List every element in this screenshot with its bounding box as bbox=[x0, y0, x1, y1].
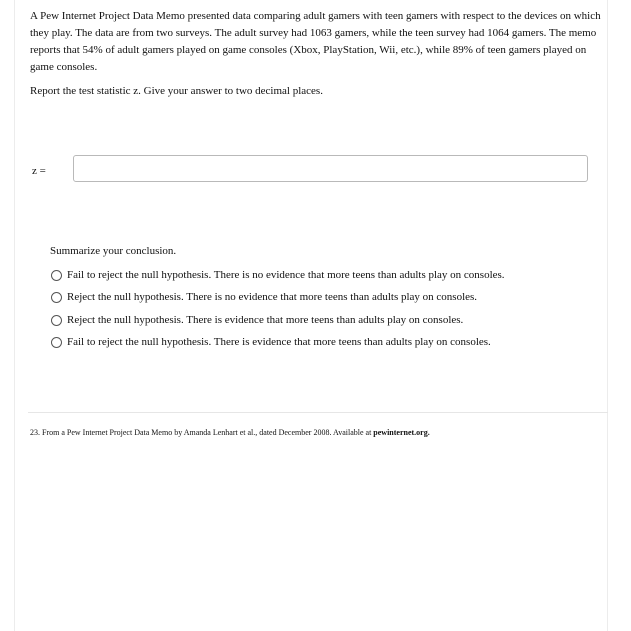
radio-unchecked-icon[interactable] bbox=[51, 270, 62, 281]
conclusion-option-2[interactable] bbox=[51, 287, 505, 310]
footnote bbox=[30, 427, 430, 439]
content-left-edge bbox=[14, 0, 15, 631]
radio-unchecked-icon[interactable] bbox=[51, 337, 62, 348]
conclusion-option-label[interactable]: Fail to reject the null hypothesis. There is evidence that more teens than adults play on consoles. bbox=[67, 336, 491, 349]
footnote-divider bbox=[28, 412, 608, 413]
radio-unchecked-icon[interactable] bbox=[51, 292, 62, 303]
footnote-link[interactable]: pewinternet.org. bbox=[373, 428, 430, 437]
conclusion-option-4[interactable] bbox=[51, 332, 505, 355]
z-statistic-input[interactable] bbox=[73, 155, 588, 182]
z-label: z = bbox=[32, 165, 46, 177]
footnote-text: 23. From a Pew Internet Project Data Memo by Amanda Lenhart et al., dated December 2008. Available at bbox=[30, 428, 374, 437]
conclusion-options bbox=[51, 264, 505, 354]
content-right-edge bbox=[607, 0, 608, 631]
problem-intro: A Pew Internet Project Data Memo presented data comparing adult gamers with teen gamers with respect to the devices on which they play. The data are from two surveys. The adult survey had 1063 gamers, while the teen survey had 1064 gamers. The memo reports that 54% of adult gamers played on game consoles (Xbox, PlayStation, Wii, etc.), while 89% of teen gamers played on game consoles. bbox=[30, 10, 601, 73]
conclusion-option-3[interactable] bbox=[51, 309, 505, 332]
radio-unchecked-icon[interactable] bbox=[51, 315, 62, 326]
conclusion-option-label[interactable]: Reject the null hypothesis. There is no evidence that more teens than adults play on consoles. bbox=[67, 291, 478, 304]
conclusion-option-label[interactable]: Fail to reject the null hypothesis. There is no evidence that more teens than adults play on consoles. bbox=[67, 268, 505, 281]
problem-prompt: Report the test statistic z. Give your answer to two decimal places. bbox=[30, 85, 323, 97]
conclusion-option-label[interactable]: Reject the null hypothesis. There is evidence that more teens than adults play on consoles. bbox=[67, 313, 464, 326]
conclusion-option-1[interactable] bbox=[51, 264, 505, 287]
conclusion-title: Summarize your conclusion. bbox=[50, 245, 177, 257]
